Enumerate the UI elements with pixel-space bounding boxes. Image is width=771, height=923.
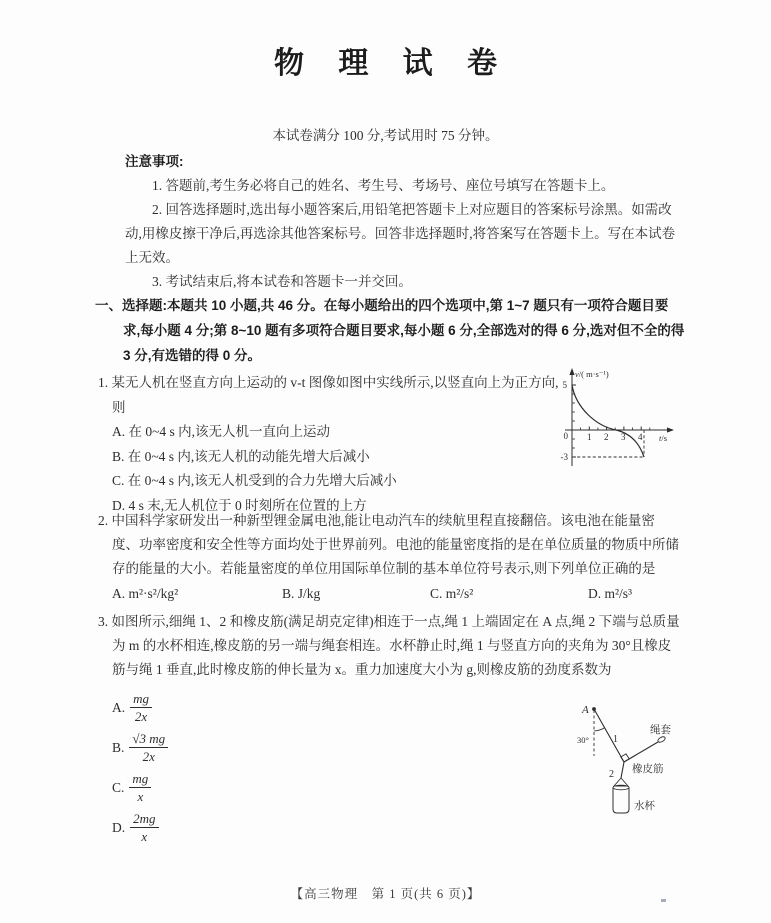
option-b-fraction (129, 731, 168, 764)
option-a-label: A. (112, 699, 126, 715)
fraction-denominator: 2x (134, 709, 148, 724)
rope-1-label: 1 (613, 734, 618, 745)
x-tick-label-4: 4 (638, 432, 643, 442)
q3-rope-diagram (546, 690, 698, 828)
q1-vt-graph (546, 364, 678, 472)
option-d-fraction (130, 811, 158, 844)
y-min-label: -3 (560, 452, 568, 462)
vt-graph-svg (546, 364, 678, 472)
question-1-option-c: C. 在 0~4 s 内,该无人机受到的合力先增大后减小 (112, 473, 397, 488)
x-tick-label-3: 3 (621, 432, 626, 442)
point-A-label: A (582, 704, 589, 716)
fraction-denominator: x (137, 789, 144, 804)
velocity-curve (572, 385, 644, 457)
angle-arc (594, 728, 605, 732)
option-a-fraction (130, 691, 152, 724)
y-max-label: 5 (562, 380, 567, 390)
notice-item-2: 2. 回答选择题时,选出每小题答案后,用铅笔把答题卡上对应题目的答案标号涂黑。如需改动,用橡皮擦干净后,再选涂其他答案标号。回答非选择题时,将答案写在答题卡上。写在本试卷上无效。 (125, 202, 676, 265)
section-1-heading: 一、选择题:本题共 10 小题,共 46 分。在每小题给出的四个选项中,第 1~7 题只有一项符合题目要求,每小题 4 分;第 8~10 题有多项符合题目要求,每小题 6 分,全部选对的得 6 分,选对但不全的得 3 分,有选错的得 0 分。 (95, 298, 685, 363)
fraction-denominator: 2x (142, 749, 155, 764)
angle-label: 30° (577, 735, 589, 745)
fraction-numerator: √3 mg (129, 731, 168, 748)
option-d-label: D. (112, 819, 126, 835)
page-footer: 【高三物理 第 1 页(共 6 页)】 (290, 887, 481, 901)
rope-1-line (594, 709, 624, 762)
option-c-fraction (129, 771, 151, 804)
notice-section (125, 150, 681, 294)
question-2 (98, 509, 680, 606)
origin-label: 0 (563, 431, 568, 441)
rope-loop-label: 绳套 (650, 725, 671, 736)
y-axis-label: v/( m·s⁻¹) (575, 369, 609, 379)
question-1-option-d: D. 4 s 末,无人机位于 0 时刻所在位置的上方 (112, 497, 367, 513)
question-2-option-a: A. m²·s²/kg² (112, 586, 179, 601)
y-axis-arrow-icon (569, 368, 574, 375)
exam-summary: 本试卷满分 100 分,考试用时 75 分钟。 (272, 128, 499, 143)
rope-2-label: 2 (609, 769, 614, 780)
scan-artifact (661, 899, 666, 902)
notice-heading: 注意事项: (125, 154, 184, 169)
fraction-denominator: x (141, 829, 148, 844)
x-tick-label-1: 1 (587, 432, 592, 442)
notice-item-1: 1. 答题前,考生务必将自己的姓名、考生号、考场号、座位号填写在答题卡上。 (152, 178, 615, 193)
question-2-option-b: B. J/kg (282, 586, 321, 601)
option-b-label: B. (112, 739, 125, 755)
rubber-band-line (624, 742, 658, 762)
question-1-option-b: B. 在 0~4 s 内,该无人机的动能先增大后减小 (112, 448, 370, 464)
option-c-label: C. (112, 779, 125, 795)
question-3-stem: 3. 如图所示,细绳 1、2 和橡皮筋(满足胡克定律)相连于一点,绳 1 上端固定在 A 点,绳 2 下端与总质量为 m 的水杯相连,橡皮筋的另一端与绳套相连。水杯静止时,绳 1 与竖直方向的夹角为 30°且橡皮筋与绳 1 垂直,此时橡皮筋的伸长量为 x。重力加速度大小为 g,则橡皮筋的劲度系数为 (98, 614, 680, 677)
page-title: 物 理 试 卷 (273, 47, 510, 80)
question-2-options (98, 582, 680, 606)
cup-label: 水杯 (634, 801, 655, 812)
fraction-numerator: mg (130, 691, 152, 708)
fraction-numerator: 2mg (130, 811, 158, 828)
rope-2-line (621, 762, 624, 778)
rope-diagram-svg (546, 690, 698, 828)
fraction-numerator: mg (129, 771, 151, 788)
x-tick-label-2: 2 (604, 432, 609, 442)
question-2-option-c: C. m²/s² (430, 586, 474, 601)
x-axis-label: t/s (659, 433, 668, 443)
cup-body (613, 788, 629, 814)
question-2-option-d: D. m²/s³ (588, 586, 633, 601)
notice-item-3: 3. 考试结束后,将本试卷和答题卡一并交回。 (152, 274, 412, 289)
x-axis-arrow-icon (667, 427, 674, 432)
question-2-stem: 2. 中国科学家研发出一种新型锂金属电池,能让电动汽车的续航里程直接翻倍。该电池在能量密度、功率密度和安全性等方面均处于世界前列。电池的能量密度指的是在单位质量的物质中所储存的能量的大小。若能量密度的单位用国际单位制的基本单位符号表示,则下列单位正确的是 (98, 513, 679, 576)
rubber-band-label: 橡皮筋 (632, 764, 664, 775)
question-1-option-a: A. 在 0~4 s 内,该无人机一直向上运动 (112, 424, 331, 439)
rope-loop-icon (657, 736, 666, 744)
question-1-stem: 1. 某无人机在竖直方向上运动的 v-t 图像如图中实线所示,以竖直向上为正方向,则 (98, 375, 559, 415)
